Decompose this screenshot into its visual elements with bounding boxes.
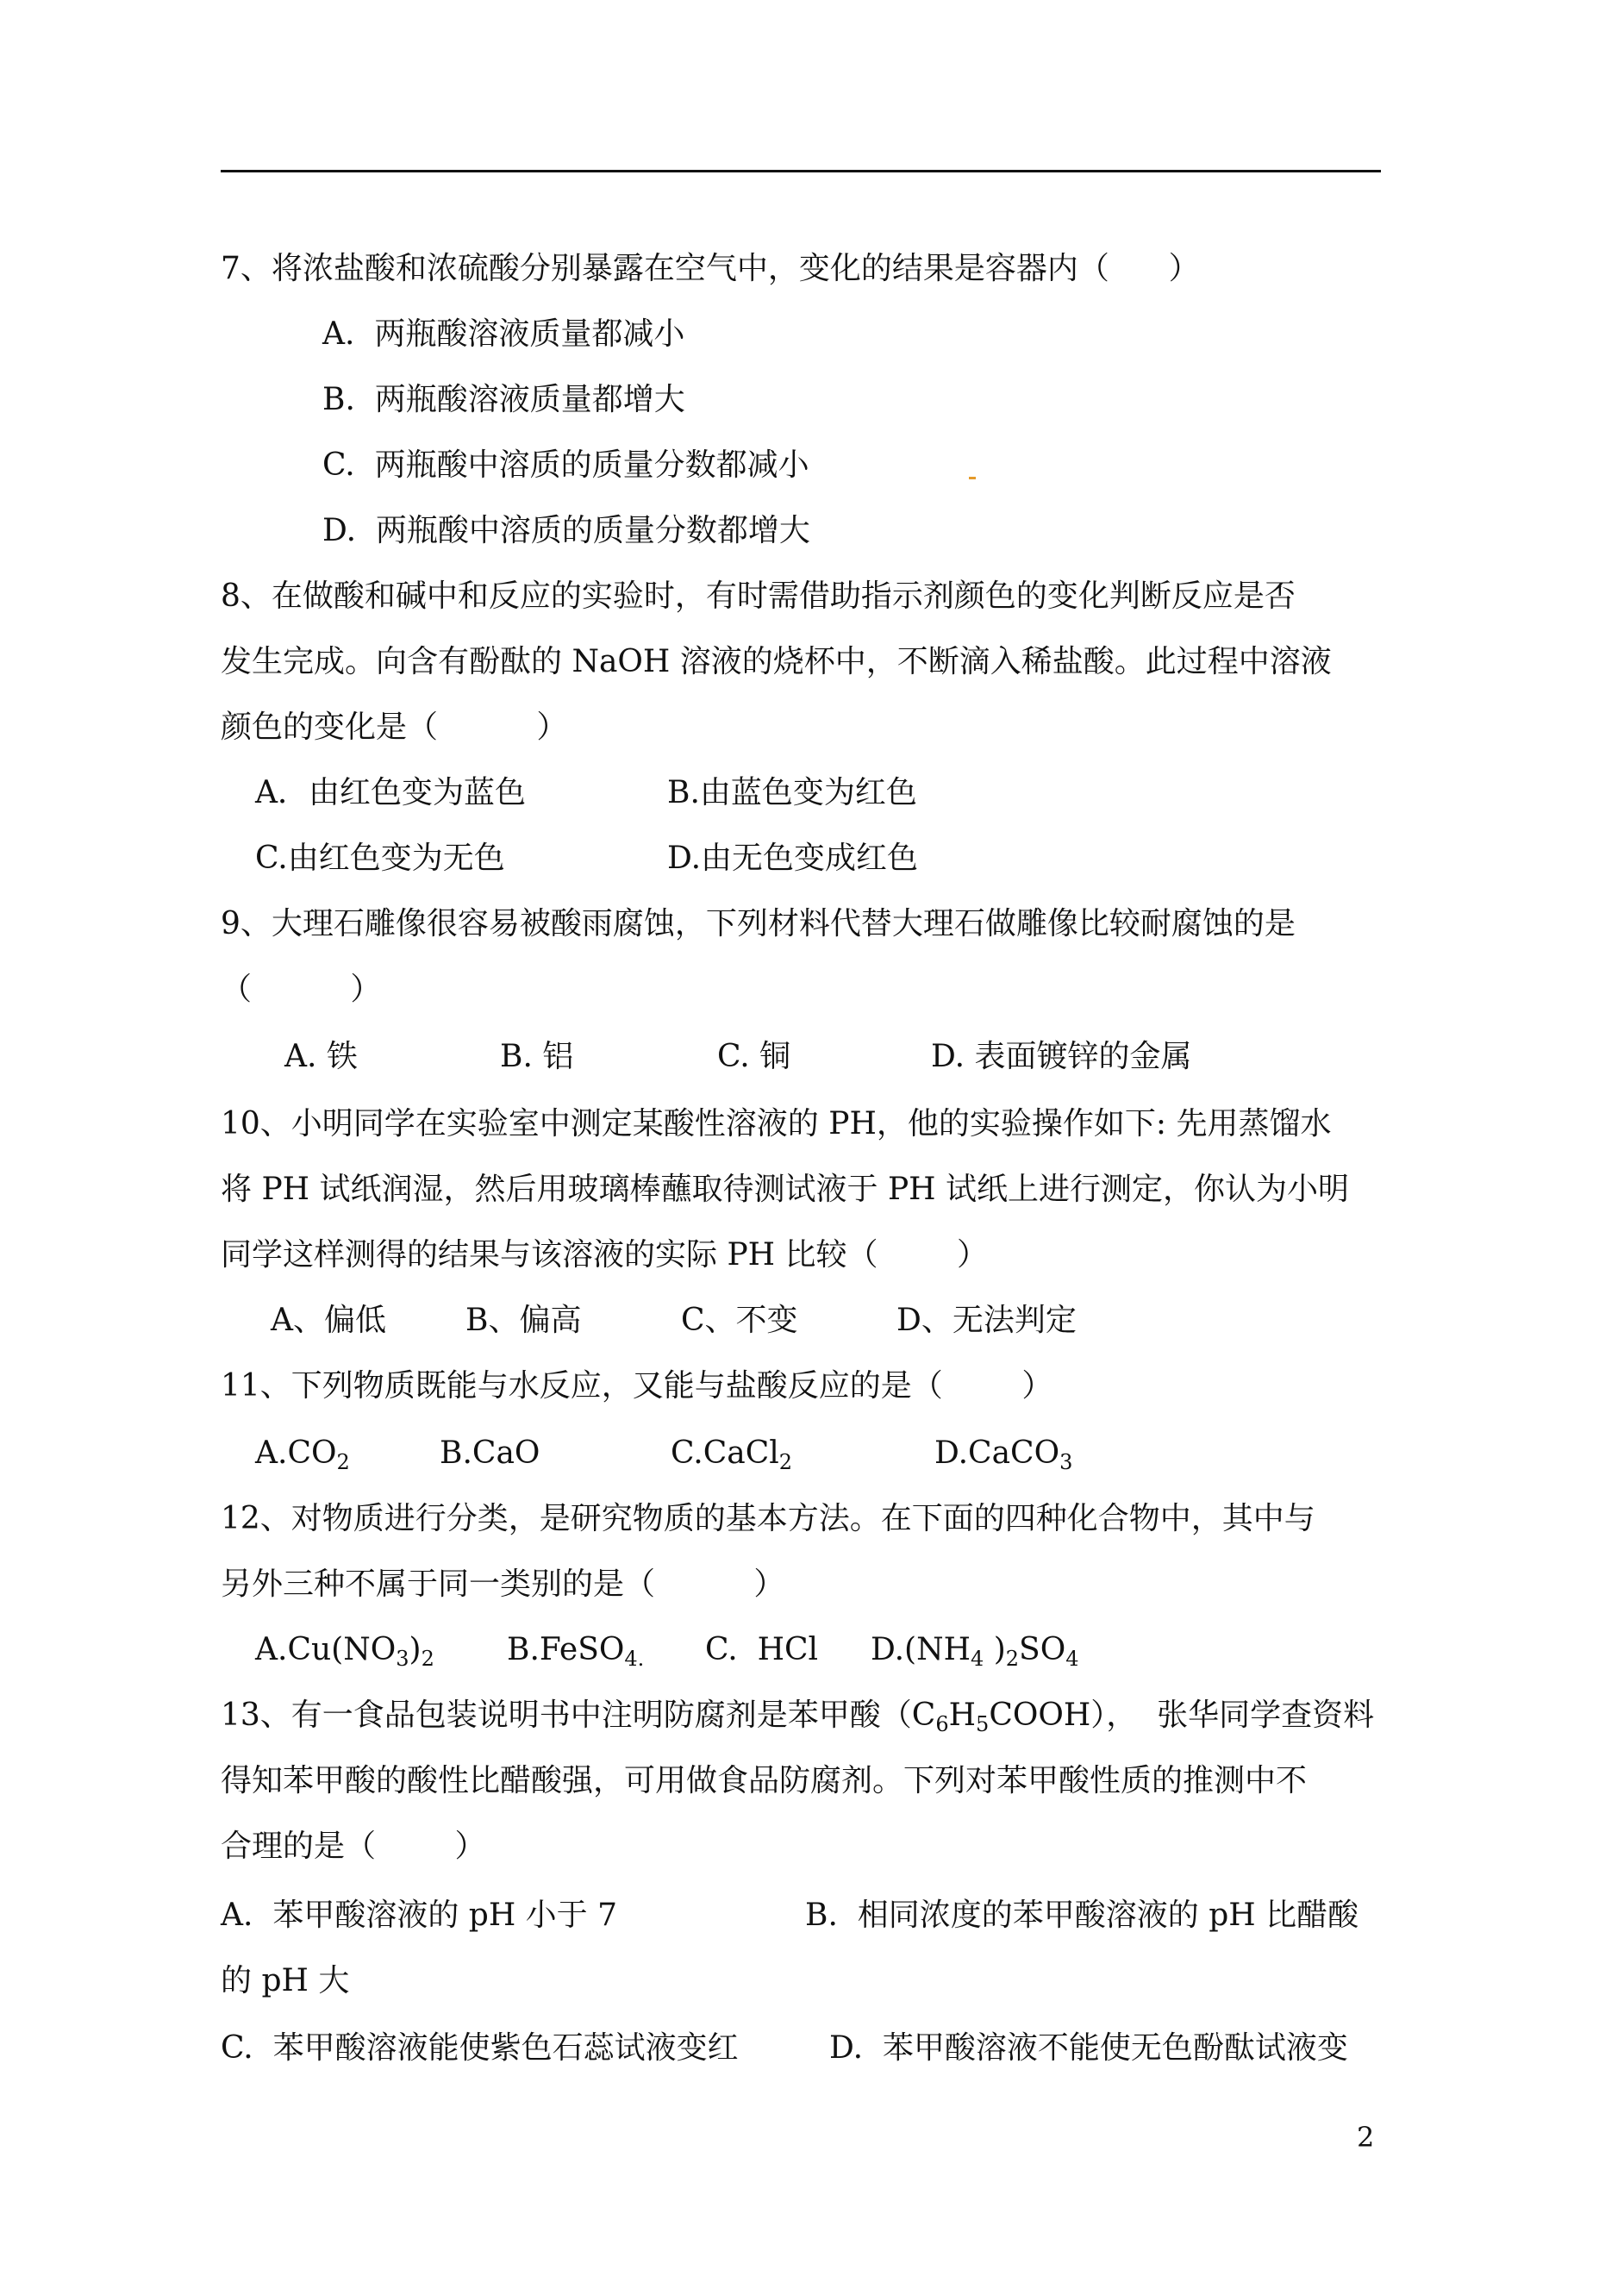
question-9-option-a: A. 铁	[284, 1039, 358, 1074]
question-7-option-b: B. 两瓶酸溶液质量都增大	[322, 382, 685, 417]
question-9-line-1: 9、大理石雕像很容易被酸雨腐蚀，下列材料代替大理石做雕像比较耐腐蚀的是	[221, 906, 1296, 941]
question-8-line-2: 发生完成。向含有酚酞的 NaOH 溶液的烧杯中，不断滴入稀盐酸。此过程中溶液	[221, 644, 1332, 679]
question-11-option-b: B.CaO	[440, 1435, 540, 1471]
question-13-line-1: 13、有一食品包装说明书中注明防腐剂是苯甲酸$(C_6H_5COOH)$， 张华同学查资料	[221, 1698, 1375, 1736]
question-9-option-b: B. 铝	[500, 1039, 574, 1074]
question-10-line-3: 同学这样测得的结果与该溶液的实际 PH 比较（ ）	[221, 1237, 989, 1273]
question-7-stem: 7、将浓盐酸和浓硫酸分别暴露在空气中，变化的结果是容器内（ ）	[221, 251, 1200, 286]
question-13-option-d: D. 苯甲酸溶液不能使无色酚酞试液变	[829, 2030, 1348, 2066]
question-7-option-c: C. 两瓶酸中溶质的质量分数都减小	[322, 447, 809, 483]
question-8-option-a: A．由红色变为蓝色	[255, 775, 526, 810]
page-number: 2	[1357, 2121, 1375, 2154]
question-7-option-a: A. 两瓶酸溶液质量都减小	[322, 316, 685, 352]
stray-mark	[969, 477, 976, 479]
question-10-line-1: 10、小明同学在实验室中测定某酸性溶液的 PH，他的实验操作如下: 先用蒸馏水	[221, 1106, 1332, 1141]
question-12-option-c: C. HCl	[705, 1632, 819, 1667]
header-rule	[221, 170, 1381, 172]
question-13-option-a: A. 苯甲酸溶液的 pH 小于 7	[221, 1898, 618, 1933]
question-11-option-a: $A.CO_2$	[255, 1435, 350, 1474]
question-8-line-1: 8、在做酸和碱中和反应的实验时，有时需借助指示剂颜色的变化判断反应是否	[221, 578, 1296, 614]
question-8-option-c: C.由红色变为无色	[255, 841, 505, 876]
question-9-option-d: D. 表面镀锌的金属	[931, 1039, 1192, 1074]
question-8-option-b: B.由蓝色变为红色	[667, 775, 917, 810]
question-13-line-3: 合理的是（ ）	[221, 1829, 486, 1864]
question-13-option-c: C. 苯甲酸溶液能使紫色石蕊试液变红	[221, 2030, 739, 2066]
question-10-option-b: B、偏高	[465, 1303, 582, 1338]
question-7-option-d: D. 两瓶酸中溶质的质量分数都增大	[322, 513, 810, 548]
question-12-line-2: 另外三种不属于同一类别的是（ ）	[221, 1566, 785, 1602]
question-10-line-2: 将 PH 试纸润湿，然后用玻璃棒蘸取待测试液于 PH 试纸上进行测定，你认为小明	[221, 1172, 1350, 1207]
question-13-option-b: B. 相同浓度的苯甲酸溶液的 pH 比醋酸	[805, 1898, 1359, 1933]
question-8-line-3: 颜色的变化是（ ）	[221, 710, 568, 745]
question-12-option-b: B.FeSO$_{4.}$	[507, 1632, 645, 1671]
question-10-option-c: C、不变	[681, 1303, 798, 1338]
question-12-option-a: $A.Cu(NO_3)_2$	[255, 1632, 434, 1671]
question-10-option-a: A、偏低	[271, 1303, 386, 1338]
question-11-option-d: D.CaCO$_3$	[934, 1435, 1073, 1474]
question-9-option-c: C. 铜	[717, 1039, 791, 1074]
question-13-option-b-continued: 的 pH 大	[221, 1963, 350, 1998]
question-10-option-d: D、无法判定	[896, 1303, 1077, 1338]
question-13-line-2: 得知苯甲酸的酸性比醋酸强，可用做食品防腐剂。下列对苯甲酸性质的推测中不	[221, 1763, 1308, 1798]
question-12-line-1: 12、对物质进行分类，是研究物质的基本方法。在下面的四种化合物中，其中与	[221, 1501, 1315, 1536]
question-11-option-c: C.CaCl$_2$	[671, 1435, 793, 1474]
question-12-option-d: $D.(NH_4$ )$_2SO_4$	[871, 1632, 1079, 1671]
question-9-line-2: （ ）	[221, 972, 382, 1007]
question-11-stem: 11、下列物质既能与水反应，又能与盐酸反应的是（ ）	[221, 1368, 1053, 1404]
question-8-option-d: D.由无色变成红色	[667, 841, 919, 876]
